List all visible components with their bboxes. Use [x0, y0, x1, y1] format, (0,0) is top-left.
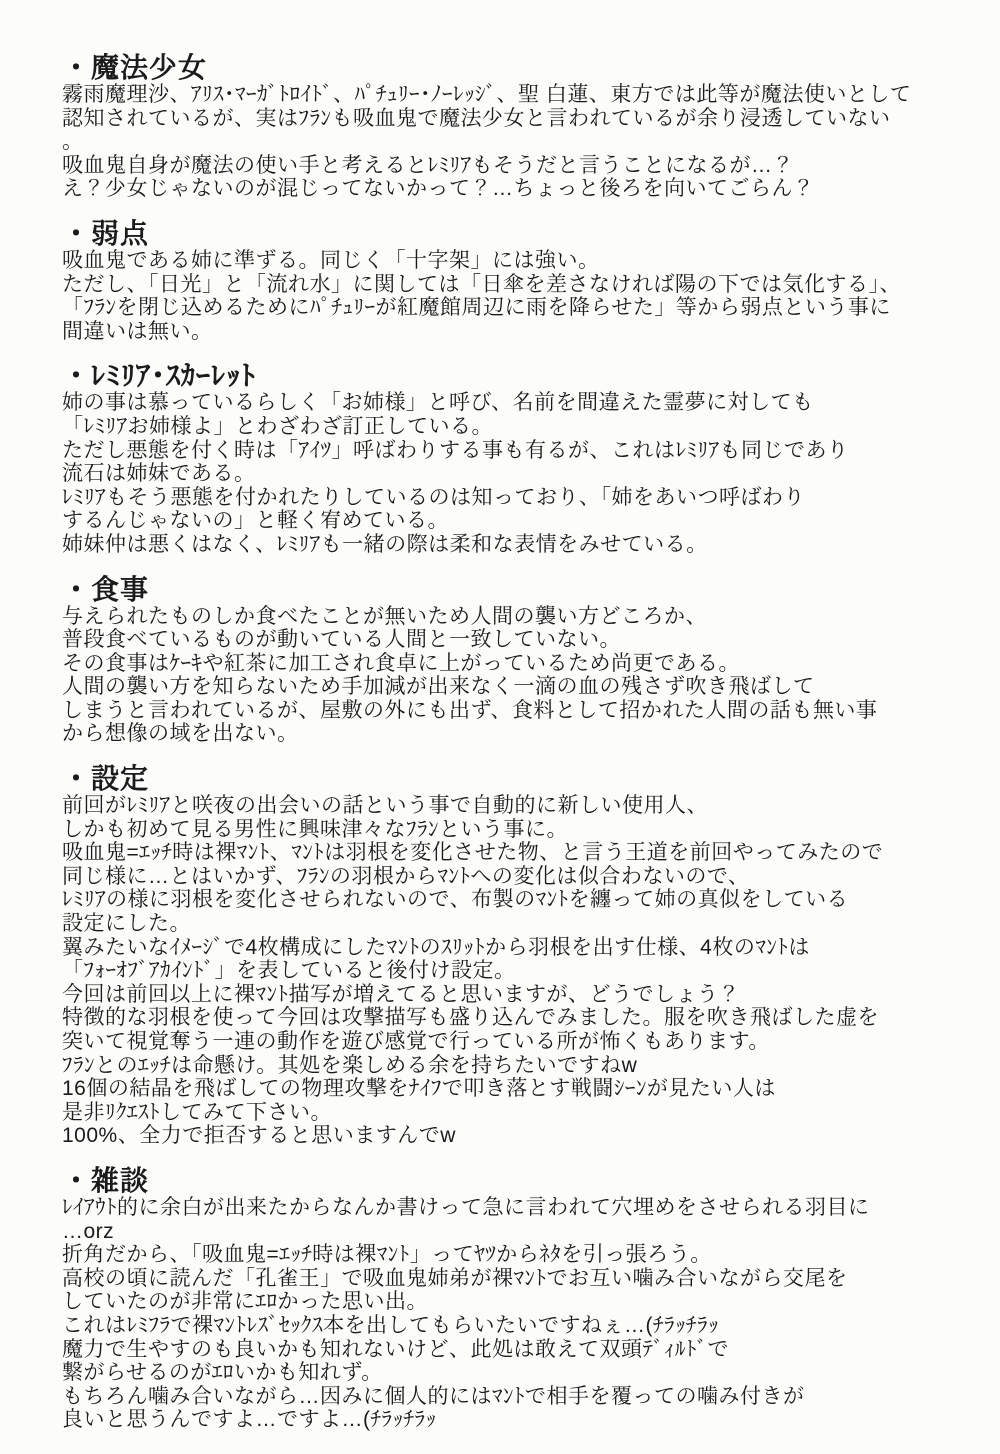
text-line: 普段食べているものが動いている人間と一致していない。 [62, 628, 621, 652]
document-section [62, 52, 942, 201]
text-line: 流石は姉妹である。 [62, 462, 256, 486]
text-line: これはﾚﾐﾌﾗで裸ﾏﾝﾄﾚｽﾞｾｯｸｽ本を出してもらいたいですねぇ…(ﾁﾗｯﾁﾗｯ [62, 1313, 719, 1337]
text-line: 霧雨魔理沙、ｱﾘｽ･ﾏｰｶﾞﾄﾛｲﾄﾞ、ﾊﾟﾁｭﾘｰ･ﾉｰﾚｯｼﾞ、聖 白蓮、東方では此等が魔法使いとして [62, 83, 912, 106]
text-line: え？少女じゃないのが混じってないかって？…ちょっと後ろを向いてごらん？ [62, 177, 815, 201]
text-line: 繋がらせるのがｴﾛいかも知れず。 [62, 1361, 383, 1385]
text-line: 間違いは無い。 [62, 319, 213, 343]
text-line: 100%、全力で拒否すると思いますんでw [62, 1124, 456, 1148]
text-line: 翼みたいなｲﾒｰｼﾞで4枚構成にしたﾏﾝﾄのｽﾘｯﾄから羽根を出す仕様、4枚のﾏﾝﾄは [62, 935, 810, 959]
document-section [62, 763, 942, 1148]
text-line: 。 [62, 130, 84, 154]
text-line: するんじゃないの」と軽く宥めている。 [62, 509, 449, 533]
text-line: もちろん噛み合いながら…因みに個人的にはﾏﾝﾄで相手を覆っての噛み付きが [62, 1384, 805, 1408]
text-line: 特徴的な羽根を使って今回は攻撃描写も盛り込んでみました。服を吹き飛ばした虚を [62, 1006, 879, 1030]
text-line: 吸血鬼=ｴｯﾁ時は裸ﾏﾝﾄ、ﾏﾝﾄは羽根を変化させた物、と言う王道を前回やってみたので [62, 841, 884, 865]
text-line: 前回がﾚﾐﾘｱと咲夜の出会いの話という事で自動的に新しい使用人、 [62, 794, 708, 818]
document-section [62, 360, 942, 556]
text-line: 今回は前回以上に裸ﾏﾝﾄ描写が増えてると思いますが、どうでしょう？ [62, 982, 740, 1006]
text-line: 「ﾚﾐﾘｱお姉様よ」とわざわざ訂正している。 [62, 414, 493, 438]
text-line: 吸血鬼自身が魔法の使い手と考えるとﾚﾐﾘｱもそうだと言うことになるが…？ [62, 153, 794, 177]
section-heading: ・ﾚﾐﾘｱ･ｽｶｰﾚｯﾄ [62, 360, 257, 392]
text-line: 16個の結晶を飛ばしての物理攻撃をﾅｲﾌで叩き落とす戦闘ｼｰﾝが見たい人は [62, 1077, 776, 1101]
text-line: 与えられたものしか食べたことが無いため人間の襲い方どころか、 [62, 604, 707, 628]
text-line: しかも初めて見る男性に興味津々なﾌﾗﾝという事に。 [62, 817, 568, 841]
text-line: 魔力で生やすのも良いかも知れないけど、此処は敢えて双頭ﾃﾞｨﾙﾄﾞで [62, 1337, 729, 1361]
section-heading: ・弱点 [62, 217, 150, 249]
text-line: ﾚｲｱｳﾄ的に余白が出来たからなんか書けって急に言われて穴埋めをさせられる羽目に [62, 1195, 870, 1219]
document-section [62, 1165, 942, 1432]
text-line: ただし、「日光」と「流れ水」に関しては「日傘を差さなければ陽の下では気化する」、 [62, 272, 901, 296]
text-line: 良いと思うんですよ…ですよ…(ﾁﾗｯﾁﾗｯ [62, 1408, 437, 1432]
text-line: ﾌﾗﾝとのｴｯﾁは命懸け。其処を楽しめる余を持ちたいですねw [62, 1053, 638, 1077]
text-line: から想像の域を出ない。 [62, 722, 299, 746]
text-line: 吸血鬼である姉に準ずる。同じく「十字架」には強い。 [62, 248, 600, 272]
section-heading: ・雑談 [62, 1164, 150, 1196]
text-line: ﾚﾐﾘｱの様に羽根を変化させられないので、布製のﾏﾝﾄを纏って姉の真似をしている [62, 888, 849, 912]
text-line: 人間の襲い方を知らないため手加減が出来なく一滴の血の残さず吹き飛ばして [62, 675, 815, 699]
text-line: しまうと言われているが、屋敷の外にも出ず、食料として招かれた人間の話も無い事 [62, 698, 878, 722]
section-heading: ・設定 [62, 763, 150, 795]
text-line: その食事はｹｰｷや紅茶に加工され食卓に上がっているため尚更である。 [62, 651, 740, 675]
text-line: 設定にした。 [62, 912, 191, 936]
text-line: 「ﾌｫｰｵﾌﾞｱｶｲﾝﾄﾞ」を表していると後付け設定。 [62, 959, 516, 983]
section-heading: ・魔法少女 [62, 52, 208, 83]
text-line: 折角だから、「吸血鬼=ｴｯﾁ時は裸ﾏﾝﾄ」ってﾔﾂからﾈﾀを引っ張ろう。 [62, 1243, 712, 1267]
text-line: 是非ﾘｸｴｽﾄしてみて下さい。 [62, 1100, 332, 1124]
text-line: ただし悪態を付く時は「ｱｲﾂ」呼ばわりする事も有るが、これはﾚﾐﾘｱも同じであり [62, 438, 849, 462]
section-heading: ・食事 [62, 573, 150, 605]
text-line: していたのが非常にｴﾛかった思い出。 [62, 1290, 428, 1314]
document-section [62, 218, 942, 343]
text-line: 高校の頃に読んだ「孔雀王」で吸血鬼姉弟が裸ﾏﾝﾄでお互い噛み合いながら交尾を [62, 1266, 848, 1290]
text-line: 「ﾌﾗﾝを閉じ込めるためにﾊﾟﾁｭﾘｰが紅魔館周辺に雨を降らせた」等から弱点という事に [62, 296, 891, 320]
document-section [62, 574, 942, 747]
text-line: …orz [62, 1219, 115, 1243]
text-line: 突いて視覚奪う一連の動作を遊び感覚で行っている所が怖くもあります。 [62, 1030, 770, 1053]
text-line: 姉の事は慕っているらしく「お姉様」と呼び、名前を間違えた霊夢に対しても [62, 391, 814, 415]
text-line: 認知されているが、実はﾌﾗﾝも吸血鬼で魔法少女と言われているが余り浸透していない [62, 106, 891, 130]
text-line: 同じ様に…とはいかず、ﾌﾗﾝの羽根からﾏﾝﾄへの変化は似合わないので、 [62, 864, 750, 888]
text-line: ﾚﾐﾘｱもそう悪態を付かれたりしているのは知っており、「姉をあいつ呼ばわり [62, 485, 805, 509]
text-line: 姉妹仲は悪くはなく、ﾚﾐﾘｱも一緒の際は柔和な表情をみせている。 [62, 532, 708, 556]
